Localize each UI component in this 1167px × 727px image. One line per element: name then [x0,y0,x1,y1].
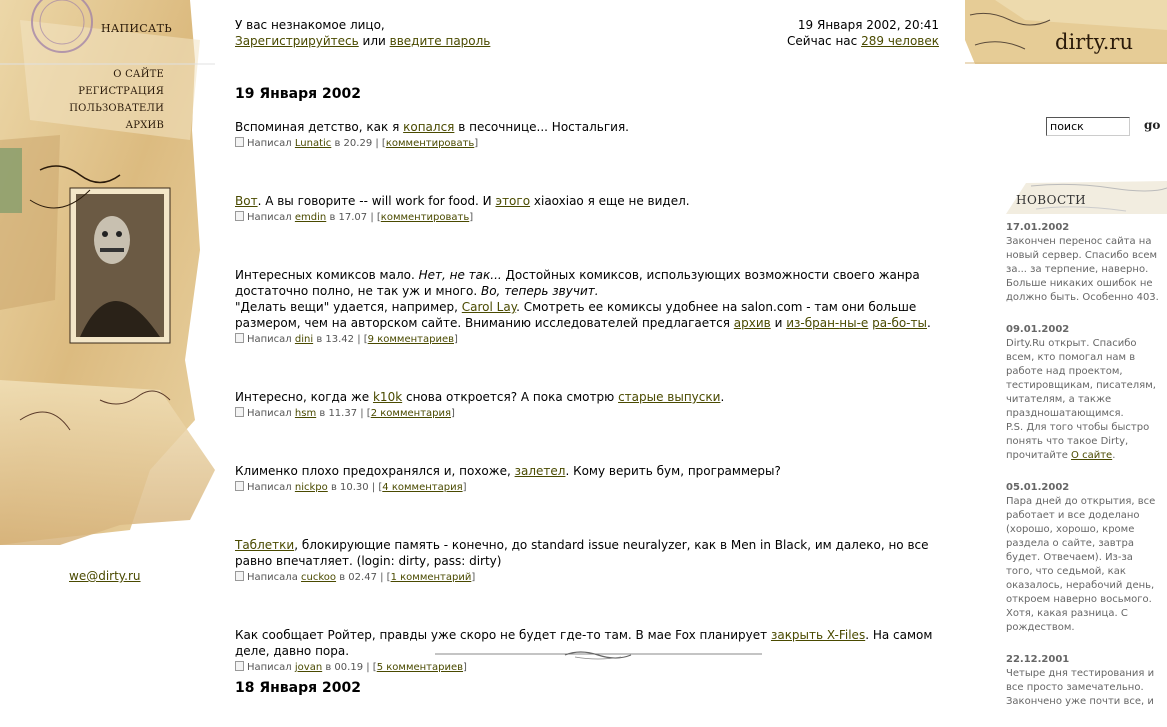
post-link[interactable]: ны- [839,316,861,330]
post-text-part: "Делать вещи" удается, например, [235,300,462,314]
online-count-link[interactable]: 289 человек [861,34,939,48]
email-link[interactable]: we@dirty.ru [69,569,141,583]
post [235,193,965,226]
post-text-part: . [720,390,725,404]
post-text-part: снова откроется? А пока смотрю [402,390,619,404]
news-text: Пара дней до открытия, все работает и все доделано (хорошо, хорошо, кроме раздела о сайте, завтра будет. Отвечаем). Из-за того, что седьмой, как оказалось, нерабочий день, откроем наверно восьмого. Хотя, какая разница. С рождеством. [1006,496,1156,633]
post-link[interactable]: ра- [872,316,892,330]
write-link[interactable]: НАПИСАТЬ [101,22,173,35]
author-link[interactable]: nickpo [294,482,328,493]
news-ps [1006,421,1161,463]
document-icon [235,137,244,147]
post-text-part: Интересных комиксов мало. [235,268,419,282]
post-by: Написал [247,662,292,673]
news-text: Четыре дня тестирования и все просто замечательно. Закончено уже почти все, и [1006,668,1155,707]
news-item [1006,221,1161,305]
or-text: или [362,34,386,48]
post-italic: Нет, не так... [418,268,502,282]
post-link[interactable]: копался [403,120,455,134]
post-link[interactable]: Вот [235,194,258,208]
post-by: Написал [247,334,292,345]
post [235,267,965,348]
news-item [1006,481,1161,635]
post-link[interactable]: залетел [514,464,566,478]
author-link[interactable]: Lunatic [294,138,332,149]
go-button[interactable]: go [1144,118,1161,132]
post-meta: Написал jovan в 00.19 | [5 комментариев] [235,660,965,676]
post-text-part: . Кому верить бум, программеры? [565,464,781,478]
author-link[interactable]: jovan [294,662,323,673]
news-date: 05.01.2002 [1006,482,1070,493]
post-text-part: Вспоминая детство, как я [235,120,404,134]
post-link[interactable]: этого [495,194,531,208]
register-link[interactable]: Зарегистрируйтесь [235,34,359,48]
author-link[interactable]: cuckoo [301,572,337,583]
comments-link[interactable]: 4 комментария [382,482,463,493]
nav-archive[interactable]: АРХИВ [125,120,164,131]
document-icon [235,481,244,491]
comments-link[interactable]: 9 комментариев [367,334,454,345]
comments-link[interactable]: комментировать [385,138,475,149]
post-text-part: . На самом деле, давно пора. [235,628,933,658]
post-by: Написал [247,408,292,419]
comments-link[interactable]: 5 комментариев [376,662,464,673]
post-meta: Написал dini в 13.42 | [9 комментариев] [235,332,965,348]
document-icon [235,211,244,221]
post-link[interactable]: старые выпуски [618,390,721,404]
comments-link[interactable]: 1 комментарий [390,572,472,583]
post-meta: Написал hsm в 11.37 | [2 комментария] [235,406,965,422]
post-text-part: Как сообщает Ройтер, правды уже скоро не будет где-то там. В мае Fox планирует [235,628,771,642]
post-text-part: Интересно, когда же [235,390,373,404]
post-text-part: Клименко плохо предохранялся и, похоже, [235,464,515,478]
news-title: НОВОСТИ [1016,193,1087,207]
ornament-divider [435,648,762,662]
post-link[interactable]: е [860,316,869,330]
post-by: Написал [247,138,292,149]
news-text: Dirty.Ru открыт. Спасибо всем, кто помогал нам в работе над проектом, тестировщикам, писателям, читателям, а также праздношатающимся. [1006,338,1156,419]
post-time: в 20.29 [334,138,373,149]
news-ps-end: . [1112,450,1116,461]
left-collage [0,0,215,690]
main-content [235,86,965,717]
post-link[interactable]: ты [910,316,927,330]
post-text [235,463,965,479]
post-link[interactable]: Carol Lay [461,300,517,314]
post-time: в 02.47 [339,572,377,583]
post-text-part: . А вы говорите -- will work for food. И [257,194,496,208]
nav-users[interactable]: ПОЛЬЗОВАТЕЛИ [69,103,164,114]
greeting-block [235,17,490,49]
news-text: Закончен перенос сайта на новый сервер. Спасибо всем за... за терпение, наверно. Больше никаких ошибок не должно быть. Особенно 403. [1006,236,1159,303]
author-link[interactable]: hsm [294,408,317,419]
post-text [235,119,965,135]
post-text [235,193,965,209]
left-nav [69,66,164,134]
comments-link[interactable]: 2 комментария [370,408,452,419]
greeting-text: У вас незнакомое лицо, [235,18,385,32]
post-link[interactable]: бран- [804,316,840,330]
post-time: в 13.42 [316,334,355,345]
news-item [1006,323,1161,463]
post [235,537,965,586]
news-item [1006,653,1161,709]
post-link[interactable]: из- [786,316,805,330]
post-text [235,267,965,331]
post-text [235,389,965,405]
post-text-part: и [770,316,787,330]
nav-about[interactable]: О САЙТЕ [113,69,164,80]
post-link[interactable]: закрыть X-Files [770,628,866,642]
news-date: 17.01.2002 [1006,222,1070,233]
search-input[interactable] [1046,117,1130,136]
post-text-part: . Смотреть ее комиксы удобнее на salon.com - там они больше размером, чем на авторском сайте. Вниманию исследователей предлагается [235,300,917,330]
post-meta: Написала cuckoo в 02.47 | [1 комментарий] [235,570,965,586]
news-list [1006,221,1161,727]
news-date: 09.01.2002 [1006,324,1070,335]
online-prefix: Сейчас нас [787,34,858,48]
post-time: в 17.07 [329,212,368,223]
post [235,389,965,422]
day-title: 19 Января 2002 [235,86,361,102]
post-italic: Во, теперь звучит. [480,284,599,298]
document-icon [235,661,244,671]
news-date: 22.12.2001 [1006,654,1070,665]
post-text-part: Достойных комиксов, использующих возможности своего жанра достаточно полно, не так уж и много. [235,268,920,298]
comments-link[interactable]: комментировать [380,212,470,223]
post-time: в 00.19 [325,662,364,673]
document-icon [235,571,244,581]
site-logo[interactable]: dirty.ru [1055,30,1133,54]
post-meta: Написал Lunatic в 20.29 | [комментировать] [235,136,965,152]
current-datetime: 19 Января 2002, 20:41 [797,18,939,32]
post-text-part: в песочнице... Ностальгия. [454,120,629,134]
post-time: в 10.30 [330,482,369,493]
post-link[interactable]: бо- [891,316,911,330]
enter-password-link[interactable]: введите пароль [389,34,491,48]
document-icon [235,333,244,343]
author-link[interactable]: dini [294,334,314,345]
post-meta: Написал nickpo в 10.30 | [4 комментария] [235,480,965,496]
post-time: в 11.37 [319,408,358,419]
post-text [235,537,965,569]
post-by: Написал [247,212,292,223]
news-header [1006,181,1167,214]
status-block [740,17,939,49]
post-link[interactable]: k10k [372,390,403,404]
post-text-part: , блокирующие память - конечно, до standard issue neuralyzer, как в Men in Black, им далеко, но все равно впечатляет. (login: dirty, pass: dirty) [235,538,929,568]
post-text-part: . [926,316,931,330]
post-by: Написала [247,572,298,583]
logo-collage [965,0,1167,64]
post-link[interactable]: архив [733,316,771,330]
about-site-link[interactable]: О сайте [1071,450,1113,461]
nav-registration[interactable]: РЕГИСТРАЦИЯ [78,86,164,97]
next-day-title: 18 Января 2002 [235,680,361,696]
post-meta: Написал emdin в 17.07 | [комментировать] [235,210,965,226]
post-by: Написал [247,482,292,493]
news-ps-text: P.S. Для того чтобы быстро понять что такое Dirty, прочитайте [1006,422,1150,461]
document-icon [235,407,244,417]
post [235,119,965,152]
author-link[interactable]: emdin [294,212,327,223]
post-link[interactable]: Таблетки [235,538,295,552]
post-text-part: xiaoxiao я еще не видел. [530,194,690,208]
post [235,463,965,496]
